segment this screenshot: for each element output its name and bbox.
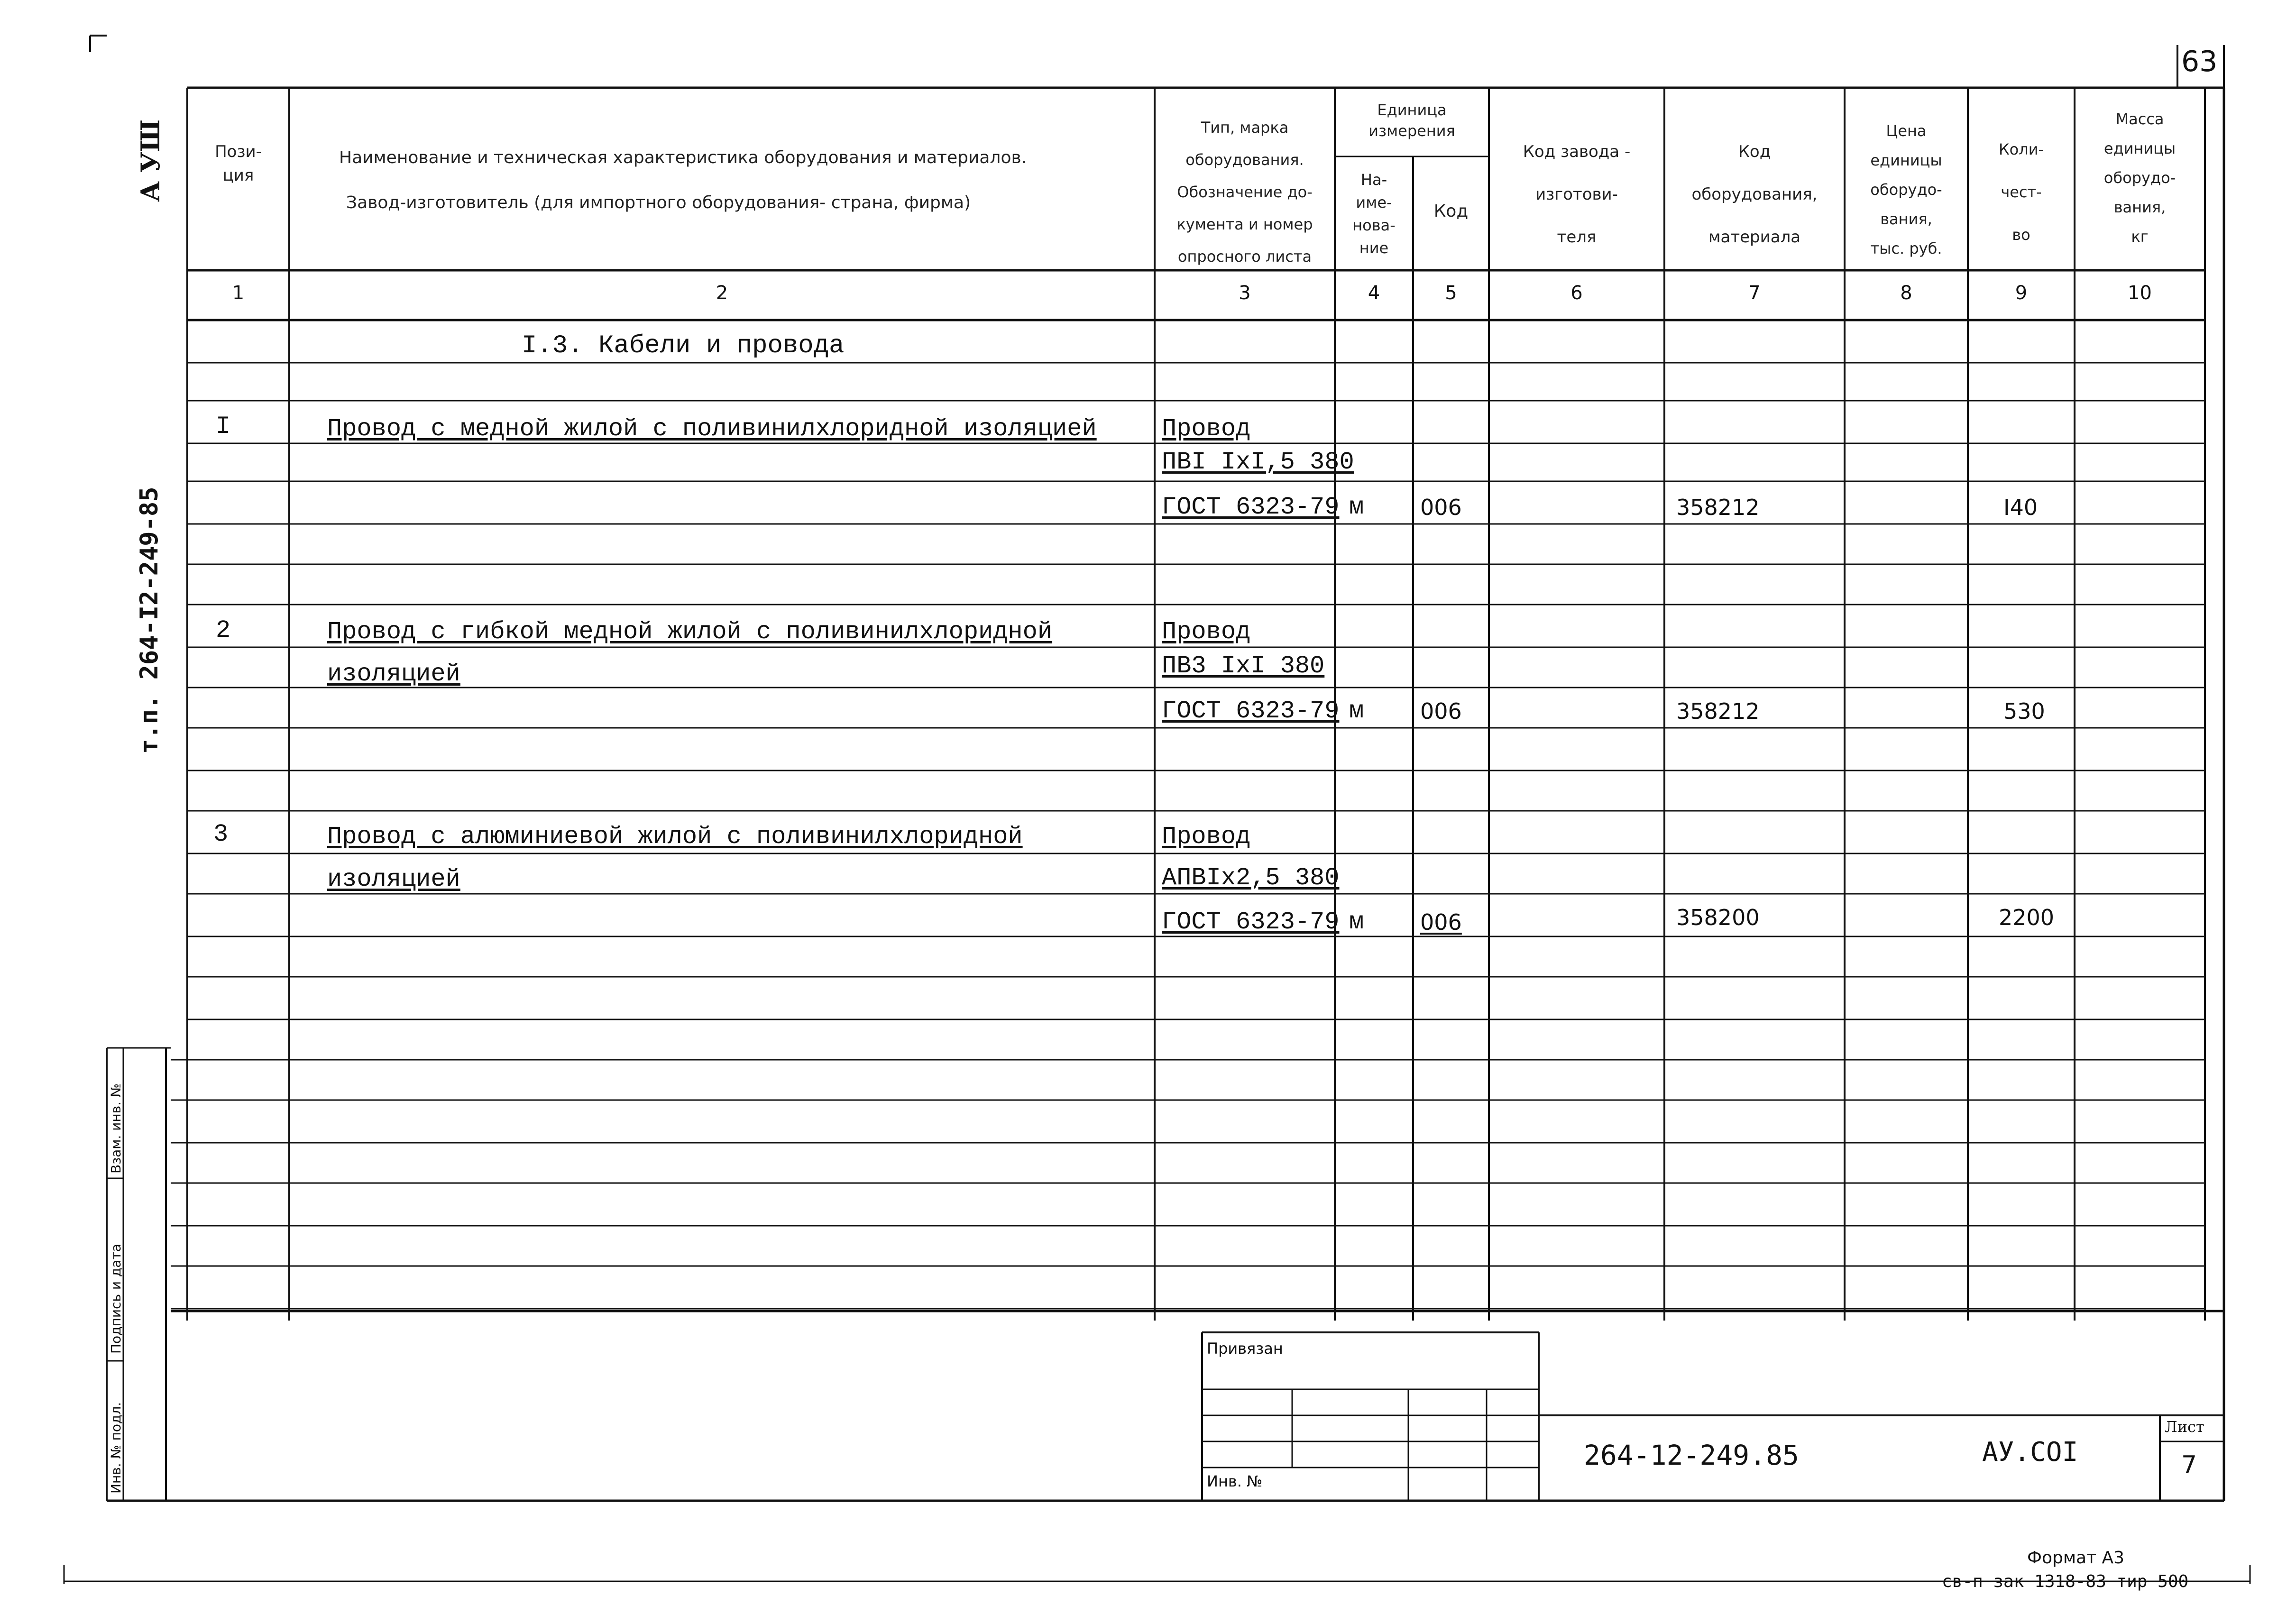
- item-3-code: 358200: [1676, 905, 1760, 930]
- item-3-name-line2: изоляцией: [327, 865, 460, 893]
- item-3-type-line1: Провод: [1162, 823, 1251, 851]
- page-number: 63: [2181, 45, 2218, 78]
- item-2-code: 358212: [1676, 698, 1760, 724]
- header-price: Цена единицы оборудо- вания, тыс. руб.: [1870, 122, 1942, 257]
- colnum-3: 3: [1239, 282, 1251, 304]
- title-block-sheet-number: 7: [2181, 1451, 2197, 1479]
- format-label: Формат А3: [2027, 1548, 2125, 1568]
- title-block-sheet-label: Лист: [2165, 1418, 2204, 1436]
- item-3-unit-code: 006: [1420, 909, 1462, 935]
- item-2-position: 2: [216, 616, 231, 644]
- stamp-replaced-inv: Взам. инв. №: [108, 1083, 124, 1174]
- item-2-type-line2: ПВ3 IxI 380: [1162, 652, 1325, 680]
- colnum-2: 2: [716, 282, 728, 304]
- item-2-quantity: 530: [2003, 698, 2045, 724]
- series-stamp: A УШ: [135, 119, 165, 202]
- title-block-inv: Инв. №: [1207, 1472, 1263, 1490]
- item-1-code: 358212: [1676, 495, 1760, 520]
- header-mass: Масса единицы оборудо- вания, кг: [2103, 110, 2176, 246]
- stamp-inv-original: Инв. № подл.: [108, 1402, 124, 1494]
- colnum-5: 5: [1445, 282, 1457, 304]
- item-1-position: I: [216, 413, 231, 440]
- title-block-attached: Привязан: [1207, 1340, 1283, 1358]
- stamp-signature-date: Подпись и дата: [108, 1244, 124, 1354]
- item-1-type-line1: Провод: [1162, 415, 1251, 443]
- colnum-4: 4: [1368, 282, 1380, 304]
- item-3-quantity: 2200: [1999, 905, 2055, 930]
- header-name: Наименование и техническая характеристика оборудования и материалов. Завод-изготовитель (для импортного оборудования- страна, фирма): [339, 148, 1027, 212]
- item-2-name-line1: Провод с гибкой медной жилой с поливинилхлоридной: [327, 618, 1053, 646]
- item-3-position: 3: [213, 820, 229, 848]
- item-2-unit: м: [1349, 697, 1364, 725]
- colnum-7: 7: [1748, 282, 1761, 304]
- colnum-6: 6: [1570, 282, 1583, 304]
- item-2-name-line2: изоляцией: [327, 660, 460, 688]
- item-1-unit: м: [1349, 493, 1364, 521]
- item-1-unit-code: 006: [1420, 495, 1462, 520]
- item-3-type-line2: АПВIx2,5 380: [1162, 864, 1340, 892]
- header-unit-code: Код: [1433, 202, 1469, 221]
- item-2-type-line3: ГОСТ 6323-79: [1162, 697, 1340, 725]
- header-unit: Единица измерения: [1368, 101, 1455, 140]
- colnum-9: 9: [2015, 282, 2028, 304]
- item-3-unit: м: [1349, 908, 1364, 936]
- header-quantity: Коли- чест- во: [1998, 140, 2044, 244]
- item-1-name: Провод с медной жилой с поливинилхлоридной изоляцией: [327, 415, 1097, 443]
- colnum-8: 8: [1900, 282, 1912, 304]
- item-3-name-line1: Провод с алюминиевой жилой с поливинилхлоридной: [327, 823, 1023, 851]
- colnum-10: 10: [2128, 282, 2152, 304]
- item-1-quantity: I40: [2003, 495, 2038, 520]
- header-position: Пози- ция: [215, 142, 262, 185]
- header-equipment-code: Код оборудования, материала: [1691, 142, 1818, 247]
- item-1-type-line2: ПВI IxI,5 380: [1162, 448, 1354, 476]
- item-3-type-line3: ГОСТ 6323-79: [1162, 908, 1340, 936]
- header-factory-code: Код завода - изготови- теля: [1523, 142, 1631, 247]
- item-2-type-line1: Провод: [1162, 618, 1251, 646]
- doc-stamp: т.п. 264-I2-249-85: [135, 486, 164, 754]
- section-title: I.3. Кабели и провода: [522, 331, 845, 360]
- title-block-doc-number: 264-12-249.85: [1584, 1439, 1799, 1471]
- title-block-code: АУ.СОI: [1982, 1437, 2078, 1468]
- item-2-unit-code: 006: [1420, 698, 1462, 724]
- header-unit-name: На- име- нова- ние: [1352, 171, 1396, 257]
- print-note: св-п зак 1318-83 тир 500: [1942, 1572, 2189, 1591]
- header-type: Тип, марка оборудования. Обозначение до- кумента и номер опросного листа: [1176, 119, 1313, 266]
- item-1-type-line3: ГОСТ 6323-79: [1162, 493, 1340, 521]
- colnum-1: 1: [232, 282, 245, 304]
